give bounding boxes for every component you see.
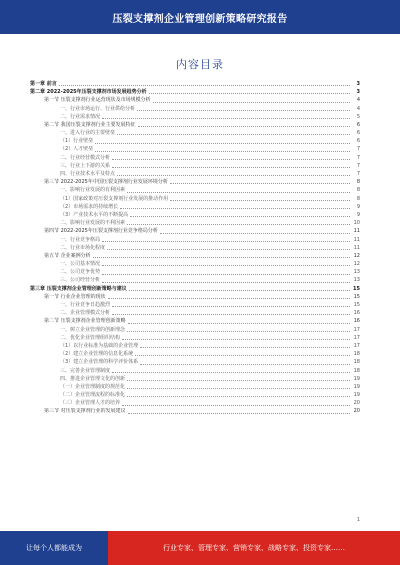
toc-entry[interactable] [30,408,360,416]
toc-entry-page: 6 [356,121,360,128]
toc-entry[interactable] [30,186,360,194]
toc-entry-title: 第三节 对压裂支撑剂行业的发展建议 [44,408,126,415]
toc-entry-page: 12 [353,252,360,259]
toc-leader-dots [140,363,350,365]
toc-entry-title: 第五节 企业案例分析 [44,252,91,259]
toc-entry-page: 19 [353,375,360,382]
toc-entry-title: 第二节 我国压裂支撑剂行业主要发展特征 [44,121,136,128]
toc-entry-title: 二、影响行业发展的不利因素 [60,220,126,227]
toc-leader-dots [140,346,350,348]
toc-leader-dots [112,158,350,160]
toc-entry[interactable] [30,350,360,358]
toc-leader-dots [112,371,350,373]
toc-entry[interactable] [30,334,360,342]
toc-leader-dots [129,289,350,291]
footer-slogan-left [0,531,108,565]
toc-entry-page: 6 [356,138,360,145]
toc-leader-dots [127,223,350,225]
footer-slogan-right [108,531,400,565]
toc-entry-title: （二）企业管理流程的标准化 [60,392,126,399]
toc-leader-dots [112,166,350,168]
toc-entry[interactable] [30,309,360,317]
toc-leader-dots [127,330,350,332]
toc-entry[interactable] [30,227,360,235]
toc-entry-page: 7 [356,162,360,169]
report-header [0,0,400,34]
toc-entry-page: 17 [353,334,360,341]
toc-leader-dots [127,191,350,193]
toc-leader-dots [117,133,350,135]
toc-entry[interactable] [30,260,360,268]
toc-entry-page: 6 [356,130,360,137]
toc-entry-title: 二、优化企业管理组织结构 [60,334,121,341]
toc-entry[interactable] [30,113,360,121]
toc-entry[interactable] [30,178,360,186]
toc-entry-title: 一、公司基本情况 [60,261,101,268]
toc-entry-title: 二、企业管理模式分析 [60,310,111,317]
toc-leader-dots [122,338,350,340]
toc-entry[interactable] [30,154,360,162]
toc-entry-page: 20 [353,400,360,407]
toc-entry-page: 10 [353,220,360,227]
toc-entry[interactable] [30,211,360,219]
toc-leader-dots [128,322,350,324]
toc-entry-page: 13 [353,269,360,276]
toc-entry[interactable] [30,195,360,203]
toc-entry-title: 二、公司竞争优势 [60,269,101,276]
toc-leader-dots [102,264,350,266]
toc-entry[interactable] [30,252,360,260]
toc-leader-dots [102,117,350,119]
toc-entry-title: 第四节 2022-2025年压裂支撑剂行业竞争格局分析 [44,228,158,235]
toc-leader-dots [160,232,350,234]
toc-entry-title: 第三章 压裂支撑剂企业管理创新策略与建议 [30,285,127,292]
toc-leader-dots [107,248,350,250]
toc-entry-page: 11 [353,236,360,243]
footer-banner [0,531,400,565]
toc-entry[interactable] [30,375,360,383]
toc-leader-dots [153,101,350,103]
toc-entry-title: 二、行业需求情况 [60,113,101,120]
toc-entry-title: 三、完善企业管理制度 [60,367,111,374]
toc-entry-page: 13 [353,277,360,284]
toc-entry[interactable] [30,96,360,104]
toc-entry-title: （三）企业管理人才的培养 [60,400,121,407]
toc-entry-title: （3）产业技术水平的不断提高 [60,211,129,218]
footer-right-text: 行业专家、管理专家、营销专家、战略专家、投资专家…… [163,544,345,552]
toc-entry-page: 20 [353,408,360,415]
toc-entry-title: 一、行业竞争日趋激烈 [60,302,111,309]
toc-entry-title: （2）市场需求的持续增长 [60,203,119,210]
toc-entry-title: 第一节 压裂支撑剂行业运营现状及市场规模分析 [44,97,151,104]
toc-entry[interactable] [30,317,360,325]
toc-leader-dots [108,297,350,299]
toc-entry[interactable] [30,383,360,391]
toc-leader-dots [170,182,350,184]
toc-entry-page: 18 [353,367,360,374]
toc-leader-dots [117,174,350,176]
toc-entry-title: （一）企业管理制度的规范化 [60,383,126,390]
toc-entry-title: 第一节 行业企业管理的现状 [44,293,106,300]
toc-entry[interactable] [30,170,360,178]
toc-entry[interactable] [30,80,360,88]
toc-entry[interactable] [30,203,360,211]
toc-leader-dots [130,215,350,217]
toc-entry-page: 18 [353,359,360,366]
toc-entry[interactable] [30,162,360,170]
toc-leader-dots [137,109,350,111]
toc-leader-dots [127,387,350,389]
toc-entry[interactable] [30,121,360,129]
toc-leader-dots [127,395,350,397]
toc-entry[interactable] [30,285,360,293]
toc-leader-dots [93,256,350,258]
toc-entry[interactable] [30,129,360,137]
toc-entry[interactable] [30,105,360,113]
toc-entry-title: 三、行业上下游的关系 [60,162,111,169]
toc-entry-title: 第三节 2022-2025年中国压裂支撑剂行业发展环境分析 [44,179,168,186]
toc-entry-title: 一、行业竞争格局 [60,236,101,243]
toc-leader-dots [112,305,350,307]
toc-leader-dots [138,125,350,127]
toc-entry-title: （2）建立企业管理的信息化系统 [60,351,134,358]
toc-leader-dots [95,142,350,144]
toc-entry-page: 8 [356,179,360,186]
toc-entry[interactable] [30,391,360,399]
toc-entry-page: 3 [356,89,360,96]
page-number: 1 [356,517,360,523]
toc-entry-page: 8 [356,195,360,202]
toc-entry-title: 一、行业市场运行、行业供给分析 [60,105,136,112]
toc-entry[interactable] [30,137,360,145]
toc-entry[interactable] [30,399,360,407]
toc-entry-page: 16 [353,310,360,317]
toc-leader-dots [170,199,350,201]
toc-entry-page: 11 [353,228,360,235]
toc-leader-dots [120,207,350,209]
toc-entry-title: 第一章 前言 [30,80,57,87]
toc-entry-title: （1）以行业标准为基础的企业管理 [60,342,139,349]
toc-leader-dots [102,240,350,242]
toc-entry-page: 15 [353,302,360,309]
toc-leader-dots [128,412,350,414]
toc-entry-title: 三、公司经营分析 [60,277,101,284]
toc-leader-dots [102,273,350,275]
toc-entry-page: 12 [353,261,360,268]
toc-entry[interactable] [30,244,360,252]
toc-entry-page: 4 [356,97,360,104]
toc-entry-page: 17 [353,326,360,333]
toc-entry[interactable] [30,277,360,285]
toc-entry[interactable] [30,301,360,309]
toc-leader-dots [102,281,350,283]
toc-entry[interactable] [30,367,360,375]
toc-entry[interactable] [30,88,360,96]
toc-entry-page: 7 [356,171,360,178]
toc-entry-page: 19 [353,383,360,390]
toc-entry[interactable] [30,342,360,350]
toc-entry-title: （3）建立企业管理的科学评价体系 [60,359,139,366]
toc-entry-title: 四、推进企业管理文化的创新 [60,375,126,382]
toc-entry-page: 4 [356,105,360,112]
footer-left-text: 让每个人都能成为 [26,544,82,552]
toc-entry-page: 16 [353,318,360,325]
toc-entry-title: 一、进入行业的主要壁垒 [60,130,116,137]
toc-entry-title: 二、行业市场化程度 [60,244,106,251]
report-title: 压裂支撑剂企业管理创新策略研究报告 [112,13,288,25]
toc-entry-page: 3 [356,80,360,87]
toc-entry[interactable] [30,358,360,366]
toc-entry-page: 9 [356,211,360,218]
toc-leader-dots [135,354,350,356]
toc-entry-page: 8 [356,187,360,194]
toc-entry-title: （1）国家政策对压裂支撑剂行业发展的推动作用 [60,195,169,202]
toc-entry-page: 17 [353,342,360,349]
toc-entry-title: 二、行业经营模式分析 [60,154,111,161]
toc-entry-title: 一、影响行业发展的有利因素 [60,187,126,194]
toc-entry-title: 第二节 压裂支撑剂企业管理创新策略 [44,318,126,325]
toc-entry-title: 四、行业技术水平及特点 [60,171,116,178]
toc-leader-dots [112,313,350,315]
toc-entry-page: 7 [356,154,360,161]
toc-entry-title: （2）人才壁垒 [60,146,94,153]
toc-entry-title: （1）行业壁垒 [60,138,94,145]
toc-leader-dots [122,404,350,406]
toc-entry[interactable] [30,236,360,244]
toc-entry[interactable] [30,219,360,227]
toc-entry[interactable] [30,326,360,334]
toc-entry-page: 15 [353,285,360,292]
toc-leader-dots [127,379,350,381]
toc-leader-dots [95,150,350,152]
toc-entry-title: 第二章 2022-2025年压裂支撑剂市场发展趋势分析 [30,89,147,96]
toc-leader-dots [149,92,350,94]
toc-entry-page: 11 [353,244,360,251]
toc-entry-page: 9 [356,203,360,210]
toc-entry-page: 18 [353,351,360,358]
toc-title: 内容目录 [176,58,224,71]
toc-entry-page: 5 [356,113,360,120]
toc-entry-page: 7 [356,146,360,153]
toc-leader-dots [59,84,350,86]
toc-entry[interactable] [30,146,360,154]
table-of-contents [30,80,360,416]
toc-entry-page: 19 [353,392,360,399]
toc-entry-title: 一、树立企业管理的创新理念 [60,326,126,333]
toc-entry[interactable] [30,268,360,276]
toc-entry-page: 15 [353,293,360,300]
toc-entry[interactable] [30,293,360,301]
